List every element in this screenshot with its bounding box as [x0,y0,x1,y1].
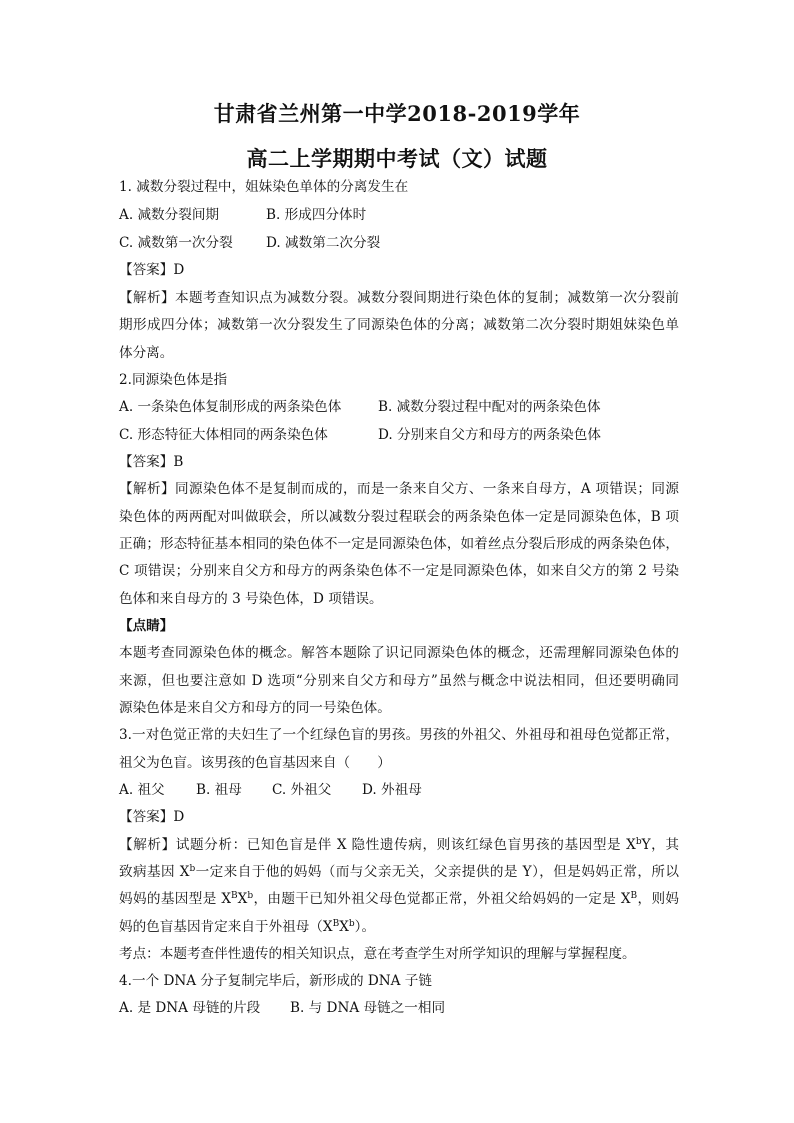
q2-option-a: A. 一条染色体复制形成的两条染色体 [119,399,342,415]
q3-option-c: C. 外祖父 [272,782,332,798]
q2-dianjing-line: 本题考查同源染色体的概念。解答本题除了识记同源染色体的概念，还需理解同源染色体的 [119,645,679,661]
q2-answer: 【答案】B [119,454,184,470]
q1-answer: 【答案】D [119,262,185,278]
q4-stem: 4.一个 DNA 分子复制完毕后，新形成的 DNA 子链 [119,973,432,989]
q2-stem: 2.同源染色体是指 [119,372,228,388]
q1-analysis-line: 体分离。 [119,345,174,361]
q2-option-c: C. 形态特征大体相同的两条染色体 [119,427,328,443]
q2-analysis-line: C 项错误；分别来自父方和母方的两条染色体不一定是同源染色体，如来自父方的第 2 号染 [119,563,679,579]
q3-analysis-line: 妈的色盲基因肯定来自于外祖母$(X^BX^b)$。 [119,919,376,935]
q3-analysis-line: 【解析】试题分析：已知色盲是伴 X 隐性遗传病，则该红绿色盲男孩的基因型是 $X^bY$，其 [119,837,679,853]
q2-dianjing-line: 源染色体是来自父方和母方的同一号染色体。 [119,700,391,716]
q2-analysis-line: 染色体的两两配对叫做联会，所以减数分裂过程联会的两条染色体一定是同源染色体，B 项 [119,509,679,525]
q2-option-b: B. 减数分裂过程中配对的两条染色体 [378,399,601,415]
q3-stem-line: 3.一对色觉正常的夫妇生了一个红绿色盲的男孩。男孩的外祖父、外祖母和祖母色觉都正常， [119,727,679,743]
q3-analysis-line: 妈妈的基因型是 $X^BX^b$，由题干已知外祖父母色觉都正常，外祖父给妈妈的一定是 $X^B$，则妈 [119,891,680,907]
q3-analysis-line: 致病基因 $X^b$一定来自于他的妈妈（而与父亲无关，父亲提供的是 Y），但是妈妈正常，所以 [119,864,679,880]
q2-dianjing-heading: 【点睛】 [119,618,174,634]
q1-option-b: B. 形成四分体时 [266,207,367,223]
q4-option-a: A. 是 DNA 母链的片段 [119,1000,261,1016]
q2-analysis-line: 色体和来自母方的 3 号染色体，D 项错误。 [119,591,383,607]
q1-analysis-line: 【解析】本题考查知识点为减数分裂。减数分裂间期进行染色体的复制；减数第一次分裂前 [119,290,679,306]
q2-dianjing-line: 来源，但也要注意如 D 选项“分别来自父方和母方”虽然与概念中说法相同，但还要明确同 [119,673,679,689]
q3-option-b: B. 祖母 [196,782,242,798]
q2-option-d: D. 分别来自父方和母方的两条染色体 [378,427,601,443]
q3-kaodian: 考点：本题考查伴性遗传的相关知识点，意在考查学生对所学知识的理解与掌握程度。 [119,946,636,962]
q3-option-a: A. 祖父 [119,782,165,798]
q3-option-d: D. 外祖母 [362,782,422,798]
q2-analysis-line: 正确；形态特征基本相同的染色体不一定是同源染色体，如着丝点分裂后形成的两条染色体， [119,536,679,552]
title-line-2: 高二上学期期中考试（文）试题 [246,146,548,171]
q3-stem-line: 祖父为色盲。该男孩的色盲基因来自（ ） [119,755,391,771]
q1-option-c: C. 减数第一次分裂 [119,235,233,251]
q1-analysis-line: 期形成四分体；减数第一次分裂发生了同源染色体的分离；减数第二次分裂时期姐妹染色单 [119,317,679,333]
q2-analysis-line: 【解析】同源染色体不是复制而成的，而是一条来自父方、一条来自母方，A 项错误；同源 [119,481,679,497]
q1-option-a: A. 减数分裂间期 [119,207,220,223]
title-line-1: 甘肃省兰州第一中学2018-2019学年 [213,101,581,126]
q1-stem: 1. 减数分裂过程中，姐妹染色单体的分离发生在 [119,179,409,195]
q4-option-b: B. 与 DNA 母链之一相同 [290,1000,446,1016]
q3-answer: 【答案】D [119,809,185,825]
q1-option-d: D. 减数第二次分裂 [266,235,381,251]
